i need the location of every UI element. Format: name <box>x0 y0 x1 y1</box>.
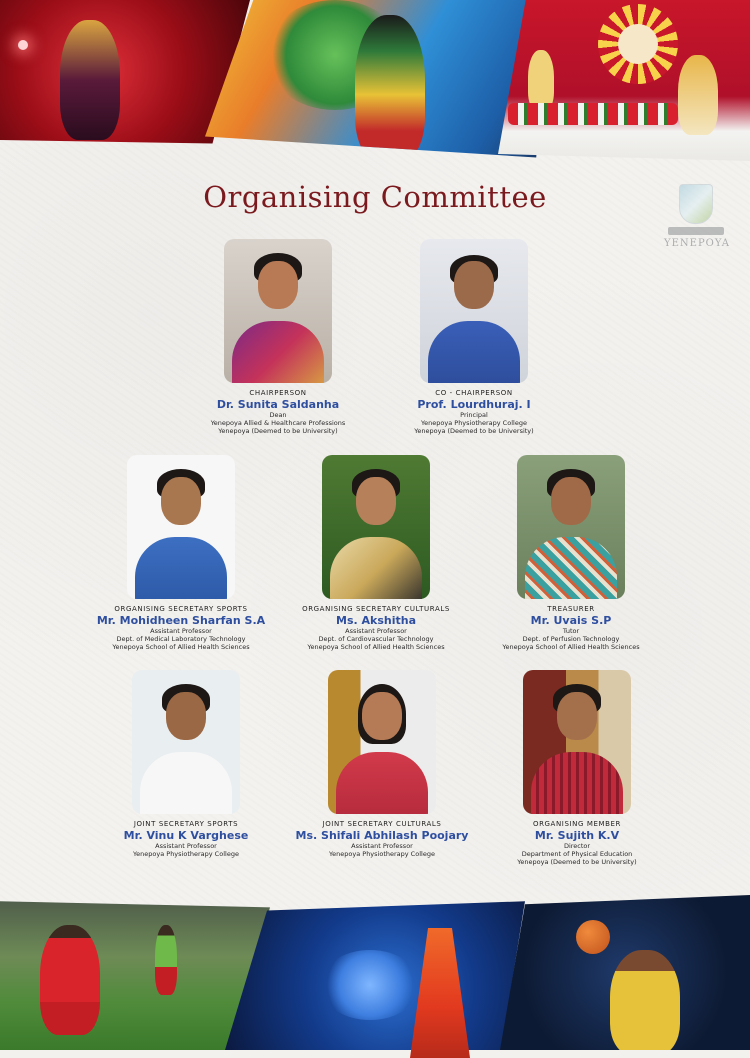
member-name: Ms. Shifali Abhilash Poojary <box>295 829 469 842</box>
member-role: ORGANISING MEMBER <box>532 820 622 828</box>
member-name: Prof. Lourdhuraj. I <box>417 398 531 411</box>
member-detail: Yenepoya Physiotherapy College <box>329 850 435 858</box>
basketball-photo <box>500 895 750 1050</box>
member-detail: Yenepoya Physiotherapy College <box>133 850 239 858</box>
member-detail: Director <box>563 842 591 850</box>
member-detail: Principal <box>460 411 488 419</box>
member-detail: Yenepoya (Deemed to be University) <box>218 427 338 435</box>
member-name: Mr. Sujith K.V <box>534 829 620 842</box>
member-name: Ms. Akshitha <box>336 614 416 627</box>
kathakali-photo <box>205 0 550 175</box>
member-card-organising-member <box>457 670 697 866</box>
logo-text: YENEPOYA <box>664 238 730 249</box>
member-detail: Dept. of Medical Laboratory Technology <box>116 635 246 643</box>
member-detail: Yenepoya Allied & Healthcare Professions <box>210 419 346 427</box>
member-name: Mr. Vinu K Varghese <box>123 829 249 842</box>
logo-ribbon <box>668 227 724 235</box>
member-name: Mr. Uvais S.P <box>530 614 612 627</box>
yenepoya-crest-icon <box>679 184 713 224</box>
member-photo <box>224 239 332 383</box>
member-card-treasurer <box>451 455 691 651</box>
member-photo <box>328 670 436 814</box>
member-detail: Dept. of Perfusion Technology <box>522 635 620 643</box>
member-detail: Assistant Professor <box>150 627 212 635</box>
member-detail: Yenepoya (Deemed to be University) <box>414 427 534 435</box>
stage-dance-photo <box>498 0 750 175</box>
member-photo <box>127 455 235 599</box>
member-detail: Tutor <box>562 627 580 635</box>
member-name: Dr. Sunita Saldanha <box>216 398 340 411</box>
basketball-graphic <box>576 920 610 954</box>
member-photo <box>322 455 430 599</box>
member-detail: Yenepoya (Deemed to be University) <box>517 858 637 866</box>
member-detail: Yenepoya School of Allied Health Sciences <box>502 643 640 651</box>
member-role: JOINT SECRETARY SPORTS <box>133 820 239 828</box>
member-detail: Dean <box>269 411 287 419</box>
member-role: CO - CHAIRPERSON <box>435 389 513 397</box>
member-role: ORGANISING SECRETARY CULTURALS <box>302 605 450 613</box>
member-detail: Assistant Professor <box>345 627 407 635</box>
member-name: Mr. Mohidheen Sharfan S.A <box>96 614 266 627</box>
member-detail: Yenepoya School of Allied Health Sciences <box>112 643 250 651</box>
member-detail: Assistant Professor <box>155 842 217 850</box>
football-photo <box>0 895 270 1050</box>
member-detail: Assistant Professor <box>351 842 413 850</box>
member-role: JOINT SECRETARY CULTURALS <box>322 820 442 828</box>
member-role: CHAIRPERSON <box>249 389 307 397</box>
badminton-photo <box>225 895 525 1050</box>
member-photo <box>517 455 625 599</box>
bottom-banner <box>0 895 750 1050</box>
member-detail: Yenepoya School of Allied Health Sciences <box>307 643 445 651</box>
member-detail: Department of Physical Education <box>521 850 633 858</box>
member-detail: Yenepoya Physiotherapy College <box>421 419 527 427</box>
member-photo <box>420 239 528 383</box>
yenepoya-logo <box>664 184 728 249</box>
member-role: TREASURER <box>547 605 595 613</box>
member-card-co-chairperson <box>354 239 594 435</box>
page-title: Organising Committee <box>203 180 547 214</box>
member-photo <box>523 670 631 814</box>
member-role: ORGANISING SECRETARY SPORTS <box>114 605 248 613</box>
dancer-photo-1 <box>0 0 250 175</box>
member-photo <box>132 670 240 814</box>
top-banner <box>0 0 750 175</box>
member-detail: Dept. of Cardiovascular Technology <box>318 635 434 643</box>
